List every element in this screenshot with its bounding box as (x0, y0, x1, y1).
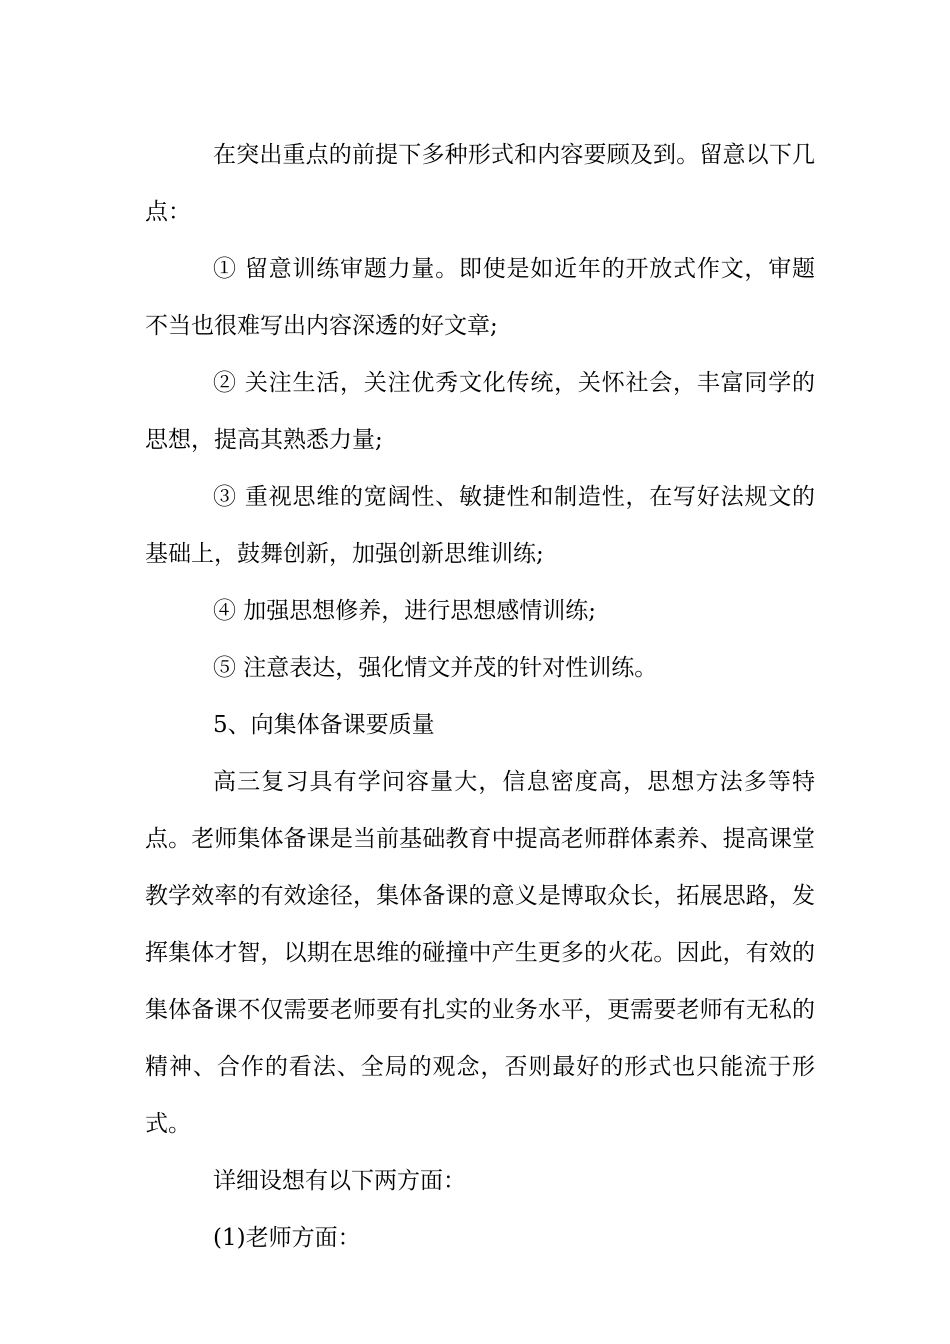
paragraph-intro: 在突出重点的前提下多种形式和内容要顾及到。留意以下几点： (145, 142, 815, 225)
list-item-3: ③ 重视思维的宽阔性、敏捷性和制造性，在写好法规文的基础上，鼓舞创新，加强创新思维训练; (145, 484, 815, 567)
document-body (145, 127, 815, 1267)
paragraph-plan-intro: 详细设想有以下两方面： (213, 1168, 466, 1194)
list-item-2: ② 关注生活，关注优秀文化传统，关怀社会，丰富同学的思想，提高其熟悉力量; (145, 370, 815, 453)
list-item-4: ④ 加强思想修养，进行思想感情训练; (213, 598, 597, 624)
list-item-1: ① 留意训练审题力量。即使是如近年的开放式作文，审题不当也很难写出内容深透的好文章; (145, 256, 815, 339)
subheading-teacher: (1)老师方面： (213, 1225, 361, 1251)
paragraph-collective-prep: 高三复习具有学问容量大，信息密度高，思想方法多等特点。老师集体备课是当前基础教育中提高老师群体素养、提高课堂教学效率的有效途径，集体备课的意义是博取众长，拓展思路，发挥集体才智，以期在思维的碰撞中产生更多的火花。因此，有效的集体备课不仅需要老师要有扎实的业务水平，更需要老师有无私的精神、合作的看法、全局的观念，否则最好的形式也只能流于形式。 (145, 769, 815, 1137)
section-heading-5: 5、向集体备课要质量 (213, 712, 435, 738)
list-item-5: ⑤ 注意表达，强化情文并茂的针对性训练。 (213, 655, 658, 681)
